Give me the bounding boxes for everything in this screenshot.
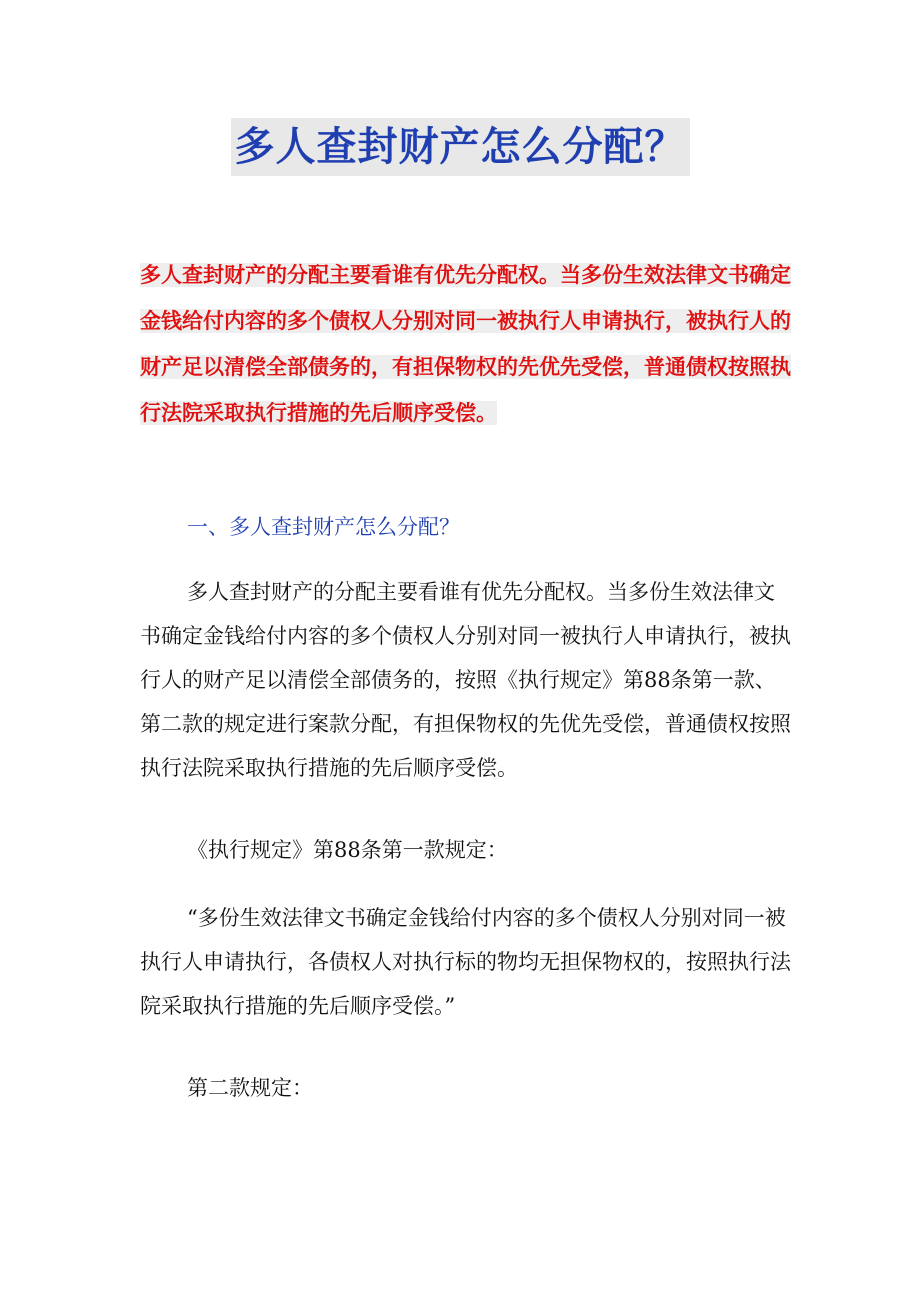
summary-text: 多人查封财产的分配主要看谁有优先分配权。当多份生效法律文书确定金钱给付内容的多个债权人分别对同一被执行人申请执行，被执行人的财产足以清偿全部债务的，有担保物权的先优先受偿，普通债权按照执行法院采取执行措施的先后顺序受偿。 [140,263,791,425]
body-paragraph-2: 《执行规定》第88条第一款规定： [187,838,508,862]
body-paragraph-3: “多份生效法律文书确定金钱给付内容的多个债权人分别对同一被执行人申请执行，各债权人对执行标的物均无担保物权的，按照执行法院采取执行措施的先后顺序受偿。” [140,906,791,1018]
document-title: 多人查封财产怎么分配？ [231,118,690,176]
body-paragraph-4: 第二款规定： [187,1076,313,1100]
title-container [0,118,920,176]
section-heading: 一、多人查封财产怎么分配？ [187,515,460,539]
body-paragraph-1: 多人查封财产的分配主要看谁有优先分配权。当多份生效法律文书确定金钱给付内容的多个债权人分别对同一被执行人申请执行，被执行人的财产足以清偿全部债务的，按照《执行规定》第88条第一款、第二款的规定进行案款分配，有担保物权的先优先受偿，普通债权按照执行法院采取执行措施的先后顺序受偿。 [140,580,791,780]
summary-paragraph [140,252,792,436]
